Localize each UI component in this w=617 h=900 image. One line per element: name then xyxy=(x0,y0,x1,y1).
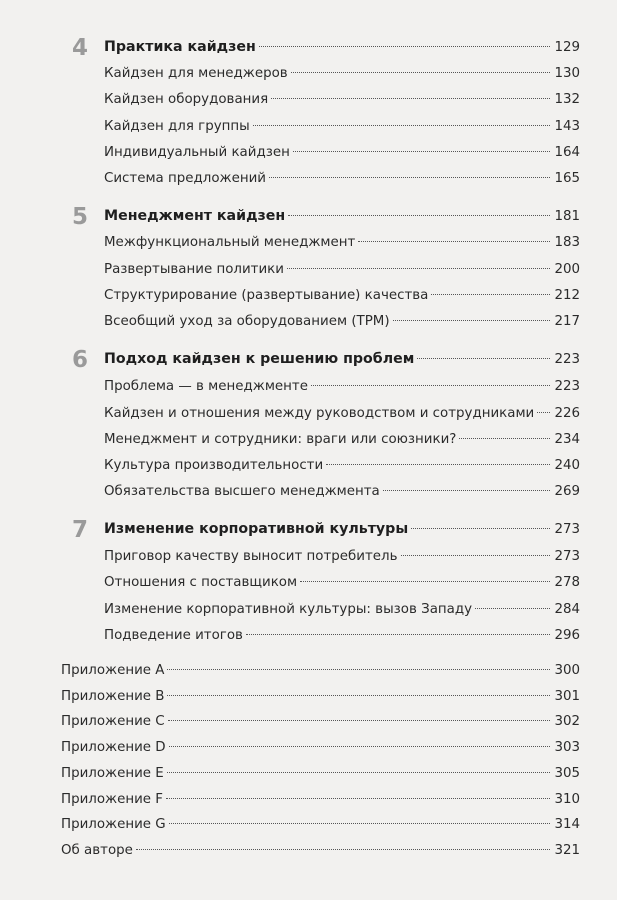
dot-leader xyxy=(136,849,551,850)
chapter-number: 4 xyxy=(72,35,89,61)
section-title: Отношения с поставщиком xyxy=(104,575,298,590)
page-number: 321 xyxy=(554,843,580,858)
dot-leader xyxy=(417,358,550,359)
page-number: 234 xyxy=(554,432,580,447)
appendix-title: Приложение B xyxy=(61,689,165,704)
page-number: 278 xyxy=(554,575,580,590)
page-number: 305 xyxy=(554,766,580,781)
appendix-title: Приложение D xyxy=(61,740,166,755)
dot-leader xyxy=(253,125,551,126)
page-number: 132 xyxy=(554,92,580,107)
section-entry xyxy=(104,142,580,164)
page-number: 269 xyxy=(554,484,580,499)
section-title: Кайдзен и отношения между руководством и сотрудниками xyxy=(104,406,535,421)
dot-leader xyxy=(259,46,551,47)
section-entry xyxy=(104,455,580,477)
dot-leader xyxy=(383,490,551,491)
appendix-title: Приложение A xyxy=(61,663,165,678)
section-entry xyxy=(104,546,580,568)
page-number: 226 xyxy=(554,406,580,421)
dot-leader xyxy=(537,412,550,413)
appendix-entry xyxy=(61,840,580,862)
dot-leader xyxy=(269,177,550,178)
section-entry xyxy=(104,63,580,85)
page-number: 223 xyxy=(554,352,580,367)
section-title: Менеджмент и сотрудники: враги или союзники? xyxy=(104,432,457,447)
page-number: 240 xyxy=(554,458,580,473)
page-number: 273 xyxy=(554,549,580,564)
dot-leader xyxy=(287,268,550,269)
chapter-entry xyxy=(104,518,580,540)
page-number: 301 xyxy=(554,689,580,704)
page-number: 212 xyxy=(554,288,580,303)
page-number: 302 xyxy=(554,714,580,729)
section-entry xyxy=(104,599,580,621)
page-number: 143 xyxy=(554,119,580,134)
section-entry xyxy=(104,376,580,398)
section-entry xyxy=(104,481,580,503)
dot-leader xyxy=(401,555,551,556)
dot-leader xyxy=(293,151,551,152)
appendix-entry xyxy=(61,789,580,811)
section-title: Структурирование (развертывание) качества xyxy=(104,288,429,303)
section-entry xyxy=(104,232,580,254)
section-title: Культура производительности xyxy=(104,458,324,473)
appendix-entry xyxy=(61,686,580,708)
appendix-entry xyxy=(61,660,580,682)
chapter-title: Менеджмент кайдзен xyxy=(104,208,286,224)
chapter-entry xyxy=(104,36,580,58)
section-title: Проблема — в менеджменте xyxy=(104,379,308,394)
section-entry xyxy=(104,311,580,333)
appendix-title: Приложение F xyxy=(61,792,163,807)
chapter-title: Практика кайдзен xyxy=(104,39,256,55)
dot-leader xyxy=(166,798,550,799)
dot-leader xyxy=(246,634,551,635)
chapter-title: Подход кайдзен к решению проблем xyxy=(104,351,415,367)
page-number: 314 xyxy=(554,817,580,832)
page-number: 296 xyxy=(554,628,580,643)
page-number: 217 xyxy=(554,314,580,329)
dot-leader xyxy=(358,241,550,242)
page-number: 223 xyxy=(554,379,580,394)
section-entry xyxy=(104,572,580,594)
dot-leader xyxy=(167,669,550,670)
page-number: 130 xyxy=(554,66,580,81)
page-number: 310 xyxy=(554,792,580,807)
dot-leader xyxy=(326,464,550,465)
page-number: 181 xyxy=(554,209,580,224)
page-number: 200 xyxy=(554,262,580,277)
section-title: Межфункциональный менеджмент xyxy=(104,235,356,250)
appendix-entry xyxy=(61,814,580,836)
page-number: 183 xyxy=(554,235,580,250)
page-number: 300 xyxy=(554,663,580,678)
page-number: 273 xyxy=(554,522,580,537)
appendix-title: Приложение G xyxy=(61,817,166,832)
dot-leader xyxy=(169,823,551,824)
section-title: Обязательства высшего менеджмента xyxy=(104,484,380,499)
page-number: 129 xyxy=(554,40,580,55)
chapter-number: 7 xyxy=(72,517,89,543)
dot-leader xyxy=(411,528,550,529)
dot-leader xyxy=(271,98,550,99)
appendix-title: Об авторе xyxy=(61,843,133,858)
appendix-entry xyxy=(61,711,580,733)
page-number: 164 xyxy=(554,145,580,160)
section-title: Развертывание политики xyxy=(104,262,284,277)
chapter-entry xyxy=(104,348,580,370)
section-title: Кайдзен для группы xyxy=(104,119,250,134)
chapter-title: Изменение корпоративной культуры xyxy=(104,521,409,537)
appendix-entry xyxy=(61,763,580,785)
section-entry xyxy=(104,259,580,281)
dot-leader xyxy=(393,320,551,321)
section-entry xyxy=(104,116,580,138)
dot-leader xyxy=(168,720,551,721)
section-entry xyxy=(104,429,580,451)
dot-leader xyxy=(300,581,550,582)
section-title: Всеобщий уход за оборудованием (TPM) xyxy=(104,314,390,329)
section-title: Кайдзен для менеджеров xyxy=(104,66,288,81)
dot-leader xyxy=(291,72,551,73)
appendix-title: Приложение E xyxy=(61,766,164,781)
chapter-number: 5 xyxy=(72,204,89,230)
page-number: 165 xyxy=(554,171,580,186)
section-title: Приговор качеству выносит потребитель xyxy=(104,549,398,564)
section-entry xyxy=(104,403,580,425)
chapter-entry xyxy=(104,205,580,227)
appendix-entry xyxy=(61,737,580,759)
section-entry xyxy=(104,168,580,190)
section-entry xyxy=(104,625,580,647)
dot-leader xyxy=(288,215,550,216)
section-title: Подведение итогов xyxy=(104,628,243,643)
dot-leader xyxy=(167,772,551,773)
dot-leader xyxy=(475,608,550,609)
page-number: 303 xyxy=(554,740,580,755)
chapter-number: 6 xyxy=(72,347,89,373)
section-entry xyxy=(104,89,580,111)
dot-leader xyxy=(167,695,550,696)
section-title: Индивидуальный кайдзен xyxy=(104,145,290,160)
section-title: Кайдзен оборудования xyxy=(104,92,269,107)
dot-leader xyxy=(431,294,550,295)
dot-leader xyxy=(311,385,550,386)
appendix-title: Приложение C xyxy=(61,714,165,729)
page-number: 284 xyxy=(554,602,580,617)
section-title: Изменение корпоративной культуры: вызов Западу xyxy=(104,602,473,617)
dot-leader xyxy=(169,746,551,747)
section-entry xyxy=(104,285,580,307)
dot-leader xyxy=(459,438,550,439)
section-title: Система предложений xyxy=(104,171,266,186)
